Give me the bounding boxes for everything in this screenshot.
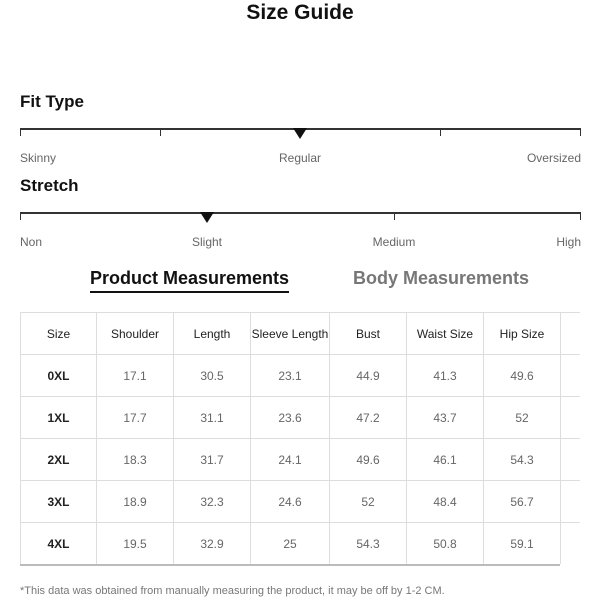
table-cell: 49.6: [330, 439, 407, 481]
table-cell: 54.3: [484, 439, 561, 481]
table-cell: 48.4: [407, 481, 484, 523]
table-row: [21, 481, 581, 523]
stretch-option-slight: Slight: [191, 235, 223, 249]
table-cell: 25: [251, 523, 330, 565]
table-cell: 17.7: [97, 397, 174, 439]
header-overflow-cell: [561, 313, 581, 355]
table-horizontal-scrollbar[interactable]: [20, 564, 560, 566]
measurement-disclaimer: *This data was obtained from manually measuring the product, it may be off by 1-2 CM.: [20, 585, 445, 597]
fit-type-option-skinny: Skinny: [20, 151, 57, 165]
fit-type-option-regular: Regular: [278, 151, 322, 165]
table-cell: 18.9: [97, 481, 174, 523]
header-sleeve-length: Sleeve Length: [251, 313, 330, 355]
stretch-option-medium: Medium: [372, 235, 416, 249]
table-cell: 19.5: [97, 523, 174, 565]
table-cell: 46.1: [407, 439, 484, 481]
measurement-tabs: [0, 268, 600, 296]
page-title: Size Guide: [246, 1, 354, 24]
fit-type-label: Fit Type: [20, 92, 84, 111]
table-cell: 49.6: [484, 355, 561, 397]
fit-type-option-oversized: Oversized: [526, 151, 581, 165]
fit-type-marker-icon: [293, 128, 307, 139]
table-cell: [561, 481, 581, 523]
table-cell: 1XL: [21, 397, 97, 439]
table-cell: 18.3: [97, 439, 174, 481]
table-cell: 32.9: [174, 523, 251, 565]
tab-product-measurements[interactable]: Product Measurements: [90, 268, 289, 293]
table-row: [21, 439, 581, 481]
header-hip-size: Hip Size: [484, 313, 561, 355]
table-cell: 4XL: [21, 523, 97, 565]
table-cell: [561, 523, 581, 565]
table-row: [21, 397, 581, 439]
stretch-option-non: Non: [20, 235, 43, 249]
table-cell: 31.1: [174, 397, 251, 439]
header-bust: Bust: [330, 313, 407, 355]
stretch-label: Stretch: [20, 176, 79, 195]
table-cell: 52: [330, 481, 407, 523]
table-cell: 17.1: [97, 355, 174, 397]
measurements-table-container[interactable]: [20, 312, 580, 564]
stretch-scale: [20, 212, 581, 224]
stretch-marker-icon: [200, 212, 214, 223]
table-cell: 2XL: [21, 439, 97, 481]
table-cell: [561, 397, 581, 439]
table-cell: 0XL: [21, 355, 97, 397]
table-cell: 30.5: [174, 355, 251, 397]
table-cell: 24.1: [251, 439, 330, 481]
tab-body-measurements[interactable]: Body Measurements: [353, 268, 530, 288]
header-waist-size: Waist Size: [407, 313, 484, 355]
table-row: [21, 523, 581, 565]
table-cell: 47.2: [330, 397, 407, 439]
table-cell: 43.7: [407, 397, 484, 439]
fit-type-scale: [20, 128, 581, 140]
header-size: Size: [21, 313, 97, 355]
table-cell: [561, 439, 581, 481]
table-cell: 32.3: [174, 481, 251, 523]
header-shoulder: Shoulder: [97, 313, 174, 355]
table-cell: 59.1: [484, 523, 561, 565]
table-row: [21, 355, 581, 397]
table-cell: 24.6: [251, 481, 330, 523]
table-cell: [561, 355, 581, 397]
table-cell: 3XL: [21, 481, 97, 523]
table-cell: 56.7: [484, 481, 561, 523]
table-cell: 52: [484, 397, 561, 439]
table-cell: 54.3: [330, 523, 407, 565]
table-cell: 23.1: [251, 355, 330, 397]
table-cell: 44.9: [330, 355, 407, 397]
header-length: Length: [174, 313, 251, 355]
table-cell: 50.8: [407, 523, 484, 565]
stretch-option-high: High: [556, 235, 581, 249]
table-cell: 23.6: [251, 397, 330, 439]
table-cell: 41.3: [407, 355, 484, 397]
table-cell: 31.7: [174, 439, 251, 481]
measurements-table: [20, 312, 580, 564]
table-header-row: [21, 313, 581, 355]
